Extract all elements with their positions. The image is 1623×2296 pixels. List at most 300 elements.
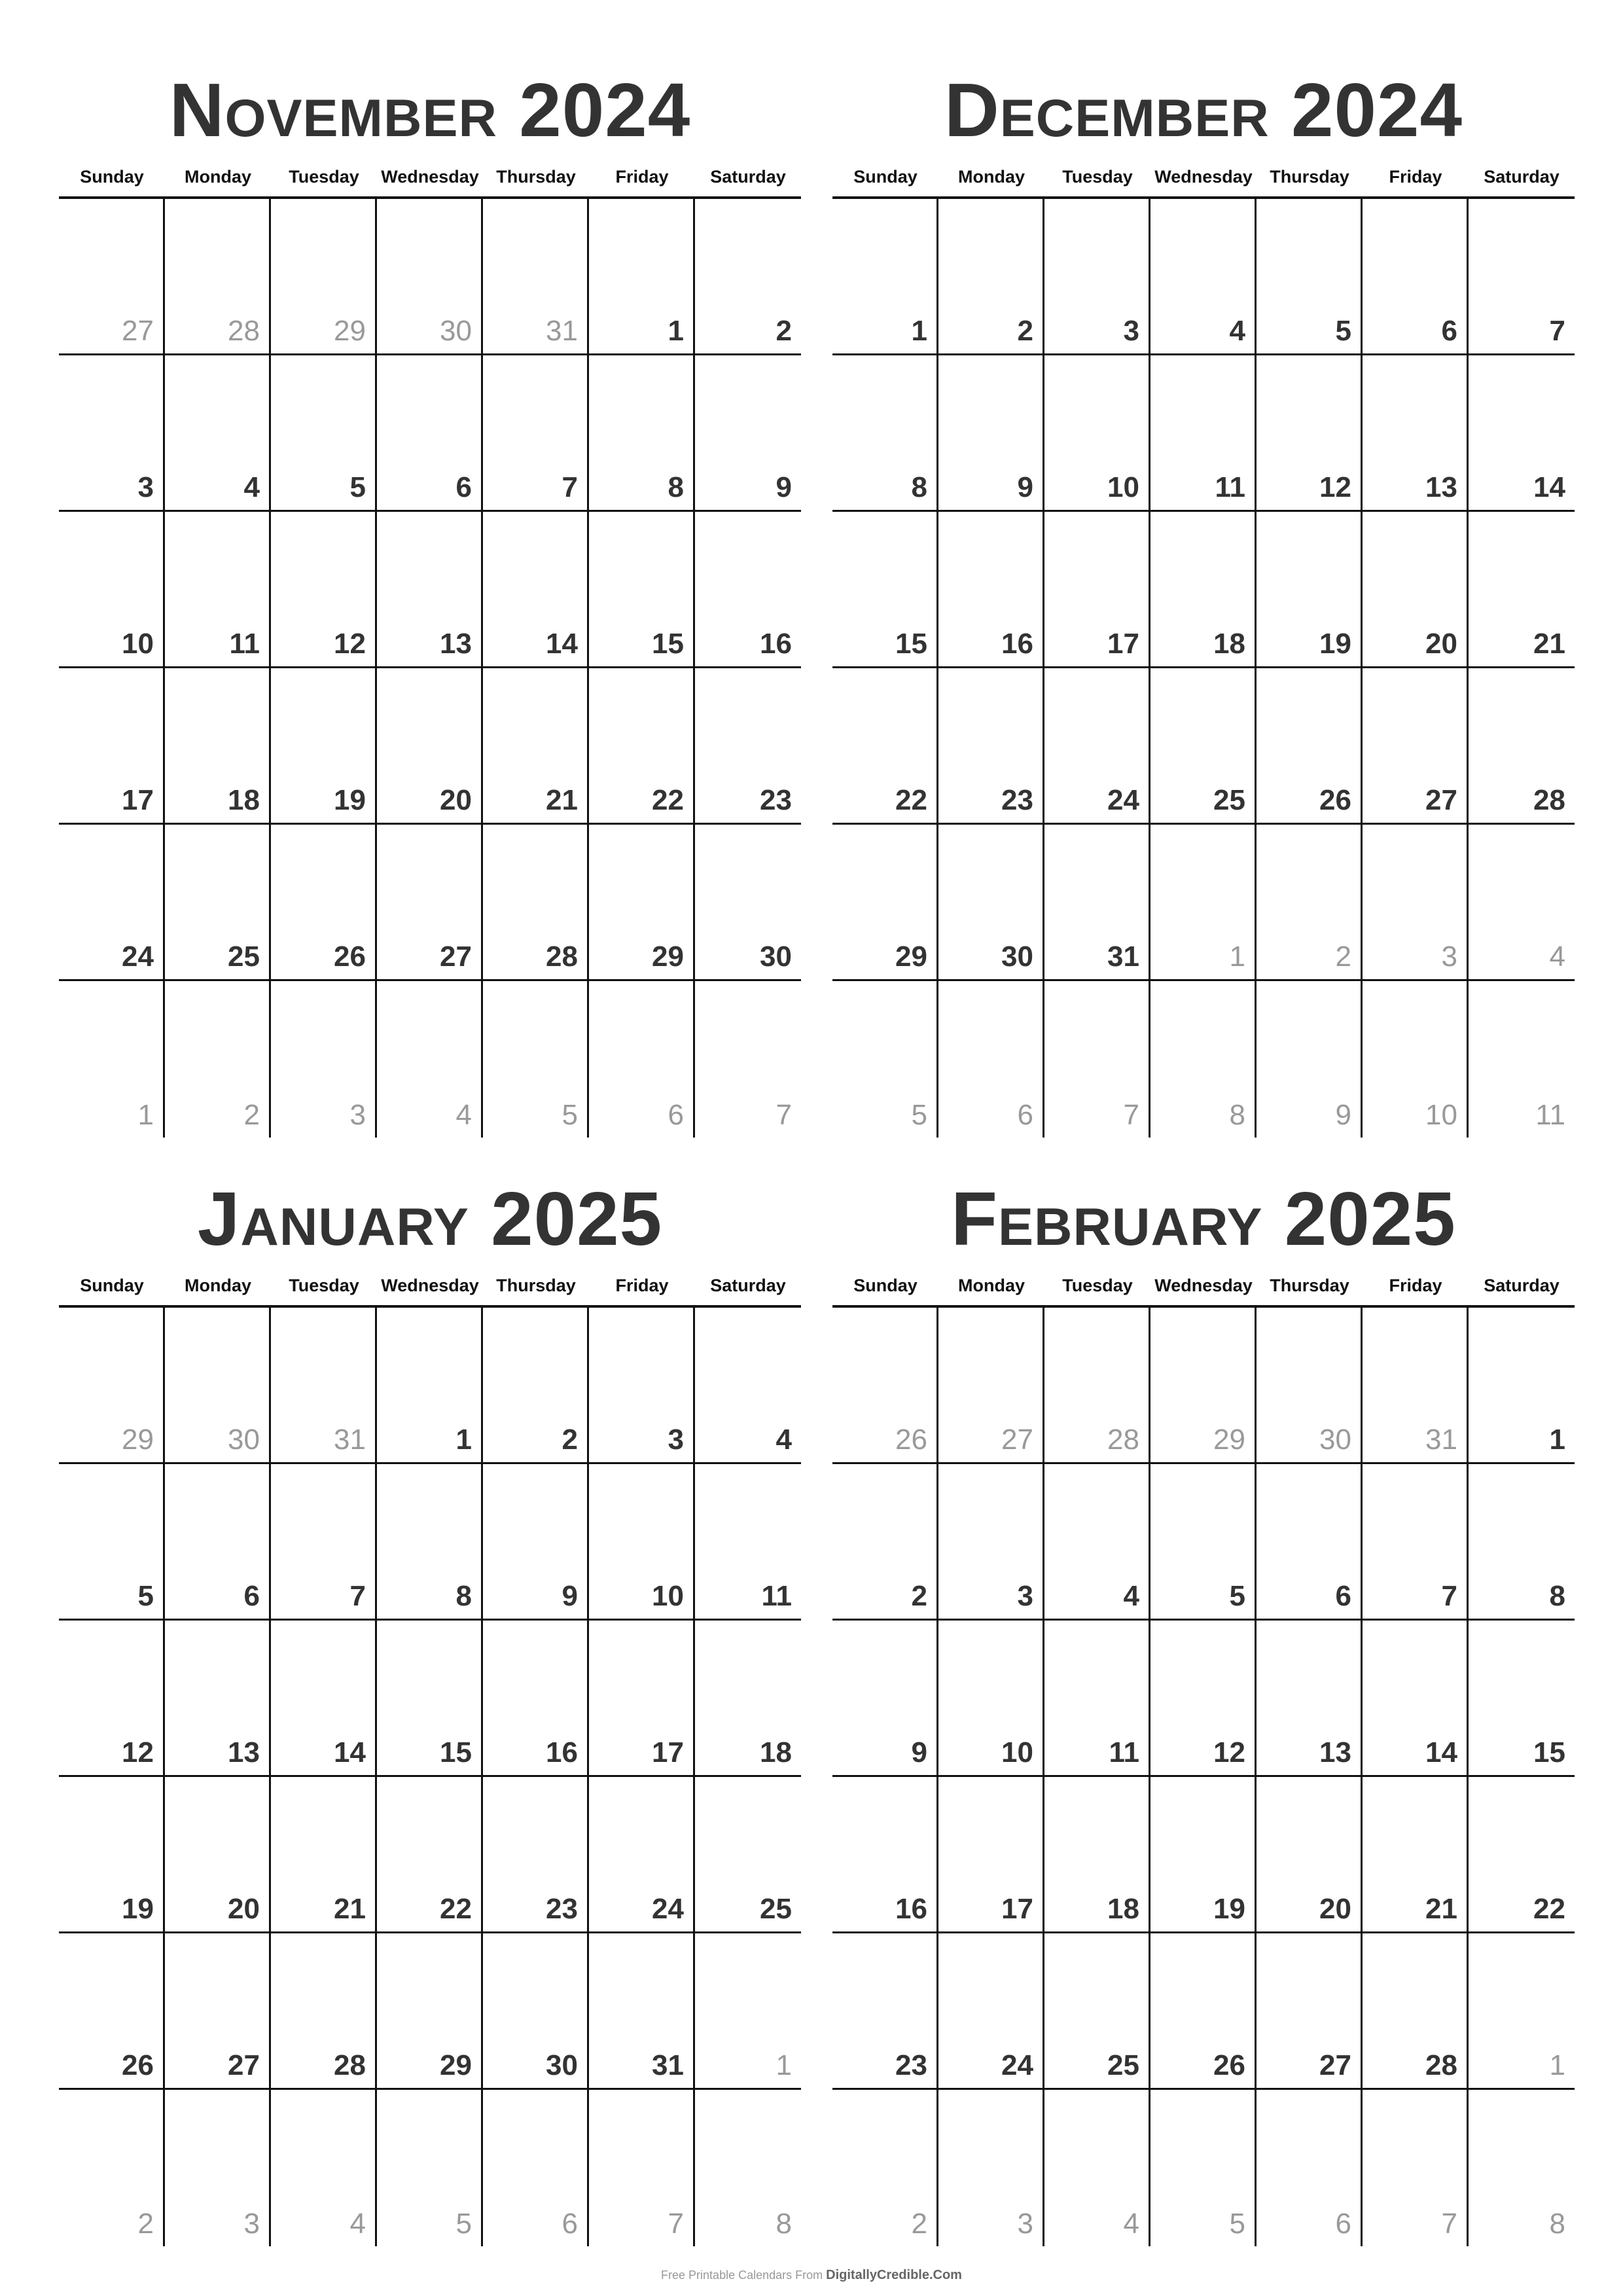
day-cell xyxy=(1363,512,1469,668)
day-cell xyxy=(165,512,271,668)
day-number: 13 xyxy=(1319,1736,1351,1768)
day-cell xyxy=(377,1621,483,1777)
day-cell xyxy=(589,512,695,668)
day-cell xyxy=(938,512,1044,668)
day-cell xyxy=(832,1933,938,2090)
day-cell xyxy=(377,1308,483,1464)
day-cell xyxy=(1044,1308,1150,1464)
day-number: 9 xyxy=(911,1736,927,1768)
day-cell xyxy=(1469,512,1575,668)
day-cell xyxy=(1150,1308,1257,1464)
day-number: 12 xyxy=(1319,471,1351,503)
weekday-label: Thursday xyxy=(1270,167,1349,187)
day-number: 6 xyxy=(1335,1580,1351,1612)
adjacent-month-day-number: 28 xyxy=(1107,1424,1139,1456)
day-number: 19 xyxy=(334,784,366,816)
adjacent-month-day-number: 9 xyxy=(1335,1099,1351,1131)
day-cell xyxy=(1150,1933,1257,2090)
day-grid xyxy=(832,1308,1575,2246)
day-number: 21 xyxy=(546,784,578,816)
weekday-label: Thursday xyxy=(496,167,576,187)
weekday-label: Wednesday xyxy=(381,167,479,187)
day-cell xyxy=(1363,668,1469,825)
day-number: 24 xyxy=(1001,2049,1033,2081)
day-cell xyxy=(483,668,589,825)
weekday-header xyxy=(832,1274,1575,1308)
day-cell xyxy=(1150,825,1257,981)
day-cell xyxy=(59,512,165,668)
day-cell xyxy=(377,1933,483,2090)
weekday-label: Saturday xyxy=(710,1276,786,1295)
day-cell xyxy=(832,981,938,1138)
day-cell xyxy=(1469,1308,1575,1464)
weekday-header xyxy=(59,165,801,199)
day-number: 4 xyxy=(243,471,260,503)
day-cell xyxy=(165,825,271,981)
adjacent-month-day-number: 28 xyxy=(228,315,260,347)
day-cell xyxy=(165,1308,271,1464)
day-cell xyxy=(1044,981,1150,1138)
day-cell xyxy=(1150,355,1257,512)
day-cell xyxy=(832,2090,938,2246)
day-cell xyxy=(271,2090,377,2246)
day-cell xyxy=(832,1621,938,1777)
day-number: 5 xyxy=(1229,1580,1245,1612)
day-number: 23 xyxy=(760,784,792,816)
day-cell xyxy=(938,355,1044,512)
day-cell xyxy=(1469,2090,1575,2246)
month-title: February 2025 xyxy=(951,1176,1456,1261)
day-cell xyxy=(1044,668,1150,825)
day-number: 21 xyxy=(1425,1893,1457,1925)
day-cell xyxy=(1150,1777,1257,1933)
adjacent-month-day-number: 6 xyxy=(1335,2208,1351,2240)
day-cell xyxy=(1257,2090,1363,2246)
adjacent-month-day-number: 8 xyxy=(776,2208,792,2240)
day-cell xyxy=(271,1933,377,2090)
adjacent-month-day-number: 29 xyxy=(334,315,366,347)
day-cell xyxy=(271,199,377,355)
day-cell xyxy=(165,1464,271,1621)
day-cell xyxy=(483,1933,589,2090)
day-cell xyxy=(59,1777,165,1933)
day-number: 20 xyxy=(228,1893,260,1925)
day-cell xyxy=(1469,1464,1575,1621)
day-number: 2 xyxy=(776,315,792,347)
day-number: 7 xyxy=(1549,315,1565,347)
day-number: 18 xyxy=(228,784,260,816)
day-cell xyxy=(59,355,165,512)
day-cell xyxy=(832,825,938,981)
day-number: 3 xyxy=(668,1424,684,1456)
day-number: 12 xyxy=(1213,1736,1245,1768)
day-cell xyxy=(1044,2090,1150,2246)
day-cell xyxy=(832,1308,938,1464)
adjacent-month-day-number: 27 xyxy=(1001,1424,1033,1456)
day-number: 17 xyxy=(652,1736,684,1768)
day-cell xyxy=(695,1308,801,1464)
adjacent-month-day-number: 30 xyxy=(440,315,472,347)
day-cell xyxy=(1257,1933,1363,2090)
day-number: 2 xyxy=(911,1580,927,1612)
day-number: 29 xyxy=(652,941,684,973)
day-cell xyxy=(1469,355,1575,512)
weekday-label: Friday xyxy=(1389,1276,1442,1295)
adjacent-month-day-number: 7 xyxy=(1441,2208,1457,2240)
day-number: 11 xyxy=(1215,471,1245,503)
day-cell xyxy=(695,199,801,355)
day-cell xyxy=(377,668,483,825)
weekday-label: Saturday xyxy=(1484,167,1560,187)
adjacent-month-day-number: 8 xyxy=(1549,2208,1565,2240)
day-number: 21 xyxy=(1533,628,1565,660)
day-cell xyxy=(1150,512,1257,668)
day-cell xyxy=(1363,2090,1469,2246)
weekday-label: Saturday xyxy=(710,167,786,187)
day-number: 31 xyxy=(652,2049,684,2081)
day-cell xyxy=(589,1464,695,1621)
day-cell xyxy=(1469,1777,1575,1933)
day-number: 27 xyxy=(228,2049,260,2081)
day-number: 2 xyxy=(562,1424,578,1456)
day-number: 23 xyxy=(1001,784,1033,816)
day-number: 20 xyxy=(1425,628,1457,660)
day-number: 4 xyxy=(1229,315,1245,347)
day-cell xyxy=(59,981,165,1138)
day-cell xyxy=(483,1308,589,1464)
day-cell xyxy=(1044,1777,1150,1933)
day-cell xyxy=(938,981,1044,1138)
day-cell xyxy=(271,1464,377,1621)
day-cell xyxy=(938,1308,1044,1464)
day-cell xyxy=(59,668,165,825)
day-number: 5 xyxy=(137,1580,154,1612)
day-cell xyxy=(1257,1777,1363,1933)
adjacent-month-day-number: 11 xyxy=(1535,1099,1565,1131)
adjacent-month-day-number: 1 xyxy=(776,2049,792,2081)
adjacent-month-day-number: 6 xyxy=(1017,1099,1033,1131)
day-cell xyxy=(695,2090,801,2246)
day-number: 12 xyxy=(122,1736,154,1768)
day-cell xyxy=(271,668,377,825)
day-number: 6 xyxy=(1441,315,1457,347)
day-cell xyxy=(1363,825,1469,981)
weekday-label: Tuesday xyxy=(1062,1276,1133,1295)
day-cell xyxy=(1363,1933,1469,2090)
day-cell xyxy=(377,512,483,668)
day-cell xyxy=(59,1308,165,1464)
day-number: 8 xyxy=(668,471,684,503)
day-number: 28 xyxy=(546,941,578,973)
day-number: 28 xyxy=(1533,784,1565,816)
day-cell xyxy=(1363,981,1469,1138)
day-cell xyxy=(1257,668,1363,825)
day-cell xyxy=(377,199,483,355)
day-number: 22 xyxy=(652,784,684,816)
day-number: 26 xyxy=(334,941,366,973)
day-cell xyxy=(1150,199,1257,355)
day-cell xyxy=(165,1777,271,1933)
day-cell xyxy=(1257,199,1363,355)
day-grid xyxy=(59,1308,801,2246)
weekday-label: Monday xyxy=(957,167,1025,187)
day-cell xyxy=(695,512,801,668)
weekday-label: Saturday xyxy=(1484,1276,1560,1295)
day-cell xyxy=(165,1933,271,2090)
weekday-label: Wednesday xyxy=(381,1276,479,1295)
day-number: 16 xyxy=(546,1736,578,1768)
day-number: 18 xyxy=(1213,628,1245,660)
adjacent-month-day-number: 31 xyxy=(334,1424,366,1456)
day-number: 17 xyxy=(1001,1893,1033,1925)
day-cell xyxy=(589,825,695,981)
day-number: 23 xyxy=(546,1893,578,1925)
weekday-label: Tuesday xyxy=(289,167,359,187)
weekday-label: Thursday xyxy=(496,1276,576,1295)
day-cell xyxy=(483,1464,589,1621)
adjacent-month-day-number: 29 xyxy=(122,1424,154,1456)
day-number: 28 xyxy=(334,2049,366,2081)
day-cell xyxy=(695,981,801,1138)
day-cell xyxy=(377,355,483,512)
day-number: 5 xyxy=(1335,315,1351,347)
day-number: 25 xyxy=(1107,2049,1139,2081)
day-cell xyxy=(832,199,938,355)
weekday-label: Monday xyxy=(957,1276,1025,1295)
day-cell xyxy=(483,1777,589,1933)
day-number: 30 xyxy=(760,941,792,973)
day-cell xyxy=(695,1933,801,2090)
day-cell xyxy=(165,1621,271,1777)
day-cell xyxy=(1044,825,1150,981)
day-cell xyxy=(1257,512,1363,668)
day-number: 10 xyxy=(1107,471,1139,503)
day-cell xyxy=(483,355,589,512)
day-number: 11 xyxy=(761,1580,792,1612)
day-cell xyxy=(271,355,377,512)
day-number: 30 xyxy=(546,2049,578,2081)
adjacent-month-day-number: 31 xyxy=(546,315,578,347)
day-cell xyxy=(1363,1777,1469,1933)
day-cell xyxy=(832,668,938,825)
adjacent-month-day-number: 1 xyxy=(1229,941,1245,973)
day-number: 8 xyxy=(911,471,927,503)
day-cell xyxy=(1469,199,1575,355)
day-cell xyxy=(165,199,271,355)
day-cell xyxy=(695,825,801,981)
day-number: 16 xyxy=(1001,628,1033,660)
day-number: 10 xyxy=(1001,1736,1033,1768)
weekday-label: Friday xyxy=(615,1276,669,1295)
day-cell xyxy=(695,1621,801,1777)
adjacent-month-day-number: 7 xyxy=(776,1099,792,1131)
day-cell xyxy=(165,981,271,1138)
day-number: 14 xyxy=(1533,471,1565,503)
adjacent-month-day-number: 2 xyxy=(243,1099,260,1131)
day-number: 28 xyxy=(1425,2049,1457,2081)
day-cell xyxy=(938,199,1044,355)
day-number: 26 xyxy=(1319,784,1351,816)
adjacent-month-day-number: 5 xyxy=(1229,2208,1245,2240)
day-cell xyxy=(589,668,695,825)
day-number: 29 xyxy=(895,941,927,973)
day-cell xyxy=(1257,981,1363,1138)
adjacent-month-day-number: 2 xyxy=(1335,941,1351,973)
day-number: 6 xyxy=(455,471,472,503)
day-cell xyxy=(1150,1621,1257,1777)
day-cell xyxy=(695,1777,801,1933)
day-number: 3 xyxy=(1123,315,1139,347)
day-cell xyxy=(1150,1464,1257,1621)
day-cell xyxy=(832,512,938,668)
day-number: 19 xyxy=(1213,1893,1245,1925)
day-number: 7 xyxy=(562,471,578,503)
day-cell xyxy=(938,1933,1044,2090)
day-cell xyxy=(1257,825,1363,981)
day-number: 20 xyxy=(1319,1893,1351,1925)
day-cell xyxy=(1257,1621,1363,1777)
month-title: January 2025 xyxy=(197,1176,663,1261)
day-number: 24 xyxy=(1107,784,1139,816)
day-cell xyxy=(1150,668,1257,825)
adjacent-month-day-number: 10 xyxy=(1425,1099,1457,1131)
adjacent-month-day-number: 3 xyxy=(1441,941,1457,973)
footer-credit xyxy=(0,2268,1623,2283)
day-number: 17 xyxy=(122,784,154,816)
day-number: 10 xyxy=(122,628,154,660)
day-number: 14 xyxy=(1425,1736,1457,1768)
day-number: 25 xyxy=(760,1893,792,1925)
day-cell xyxy=(377,1777,483,1933)
month-title: November 2024 xyxy=(169,67,691,152)
day-cell xyxy=(1469,1933,1575,2090)
day-number: 8 xyxy=(455,1580,472,1612)
day-cell xyxy=(1469,825,1575,981)
adjacent-month-day-number: 26 xyxy=(895,1424,927,1456)
adjacent-month-day-number: 27 xyxy=(122,315,154,347)
day-number: 9 xyxy=(562,1580,578,1612)
day-cell xyxy=(1257,1308,1363,1464)
day-cell xyxy=(483,981,589,1138)
day-grid xyxy=(832,199,1575,1138)
day-cell xyxy=(695,668,801,825)
day-cell xyxy=(377,825,483,981)
day-cell xyxy=(377,2090,483,2246)
adjacent-month-day-number: 7 xyxy=(668,2208,684,2240)
day-number: 9 xyxy=(1017,471,1033,503)
day-number: 7 xyxy=(349,1580,366,1612)
weekday-label: Wednesday xyxy=(1154,167,1253,187)
day-number: 22 xyxy=(895,784,927,816)
day-cell xyxy=(377,981,483,1138)
day-number: 4 xyxy=(776,1424,792,1456)
day-cell xyxy=(59,1933,165,2090)
day-number: 8 xyxy=(1549,1580,1565,1612)
adjacent-month-day-number: 5 xyxy=(562,1099,578,1131)
day-cell xyxy=(271,512,377,668)
adjacent-month-day-number: 4 xyxy=(1123,2208,1139,2240)
day-number: 26 xyxy=(1213,2049,1245,2081)
day-number: 2 xyxy=(1017,315,1033,347)
day-cell xyxy=(1044,1933,1150,2090)
weekday-label: Sunday xyxy=(853,167,918,187)
day-cell xyxy=(1469,668,1575,825)
day-number: 1 xyxy=(911,315,927,347)
adjacent-month-day-number: 30 xyxy=(228,1424,260,1456)
weekday-label: Wednesday xyxy=(1154,1276,1253,1295)
day-cell xyxy=(165,355,271,512)
day-number: 15 xyxy=(652,628,684,660)
adjacent-month-day-number: 30 xyxy=(1319,1424,1351,1456)
day-cell xyxy=(832,355,938,512)
day-cell xyxy=(938,825,1044,981)
day-number: 15 xyxy=(440,1736,472,1768)
day-number: 22 xyxy=(440,1893,472,1925)
day-cell xyxy=(1150,981,1257,1138)
adjacent-month-day-number: 4 xyxy=(455,1099,472,1131)
adjacent-month-day-number: 2 xyxy=(137,2208,154,2240)
day-number: 29 xyxy=(440,2049,472,2081)
day-number: 7 xyxy=(1441,1580,1457,1612)
day-cell xyxy=(589,1777,695,1933)
day-cell xyxy=(59,2090,165,2246)
footer-site-link[interactable]: DigitallyCredible.Com xyxy=(826,2268,962,2282)
day-number: 9 xyxy=(776,471,792,503)
day-number: 25 xyxy=(1213,784,1245,816)
adjacent-month-day-number: 5 xyxy=(911,1099,927,1131)
day-number: 6 xyxy=(243,1580,260,1612)
adjacent-month-day-number: 3 xyxy=(243,2208,260,2240)
day-cell xyxy=(271,1308,377,1464)
day-number: 27 xyxy=(1425,784,1457,816)
weekday-label: Friday xyxy=(1389,167,1442,187)
month-title: December 2024 xyxy=(944,67,1463,152)
weekday-label: Tuesday xyxy=(1062,167,1133,187)
day-cell xyxy=(59,825,165,981)
day-cell xyxy=(695,355,801,512)
adjacent-month-day-number: 31 xyxy=(1425,1424,1457,1456)
weekday-label: Thursday xyxy=(1270,1276,1349,1295)
day-cell xyxy=(1469,1621,1575,1777)
day-number: 11 xyxy=(229,628,260,660)
day-number: 12 xyxy=(334,628,366,660)
day-number: 16 xyxy=(895,1893,927,1925)
weekday-label: Tuesday xyxy=(289,1276,359,1295)
day-cell xyxy=(938,1621,1044,1777)
day-number: 15 xyxy=(895,628,927,660)
day-cell xyxy=(1044,355,1150,512)
day-cell xyxy=(589,1933,695,2090)
day-cell xyxy=(1257,355,1363,512)
day-cell xyxy=(1044,512,1150,668)
day-number: 19 xyxy=(122,1893,154,1925)
day-cell xyxy=(589,981,695,1138)
adjacent-month-day-number: 6 xyxy=(668,1099,684,1131)
weekday-header xyxy=(59,1274,801,1308)
day-number: 15 xyxy=(1533,1736,1565,1768)
footer-prefix: Free Printable Calendars From xyxy=(661,2269,823,2282)
day-number: 13 xyxy=(1425,471,1457,503)
day-number: 18 xyxy=(760,1736,792,1768)
day-cell xyxy=(59,1464,165,1621)
day-cell xyxy=(483,825,589,981)
day-cell xyxy=(271,1777,377,1933)
day-cell xyxy=(1150,2090,1257,2246)
weekday-label: Sunday xyxy=(80,167,144,187)
day-cell xyxy=(483,199,589,355)
day-number: 27 xyxy=(440,941,472,973)
day-cell xyxy=(832,1777,938,1933)
